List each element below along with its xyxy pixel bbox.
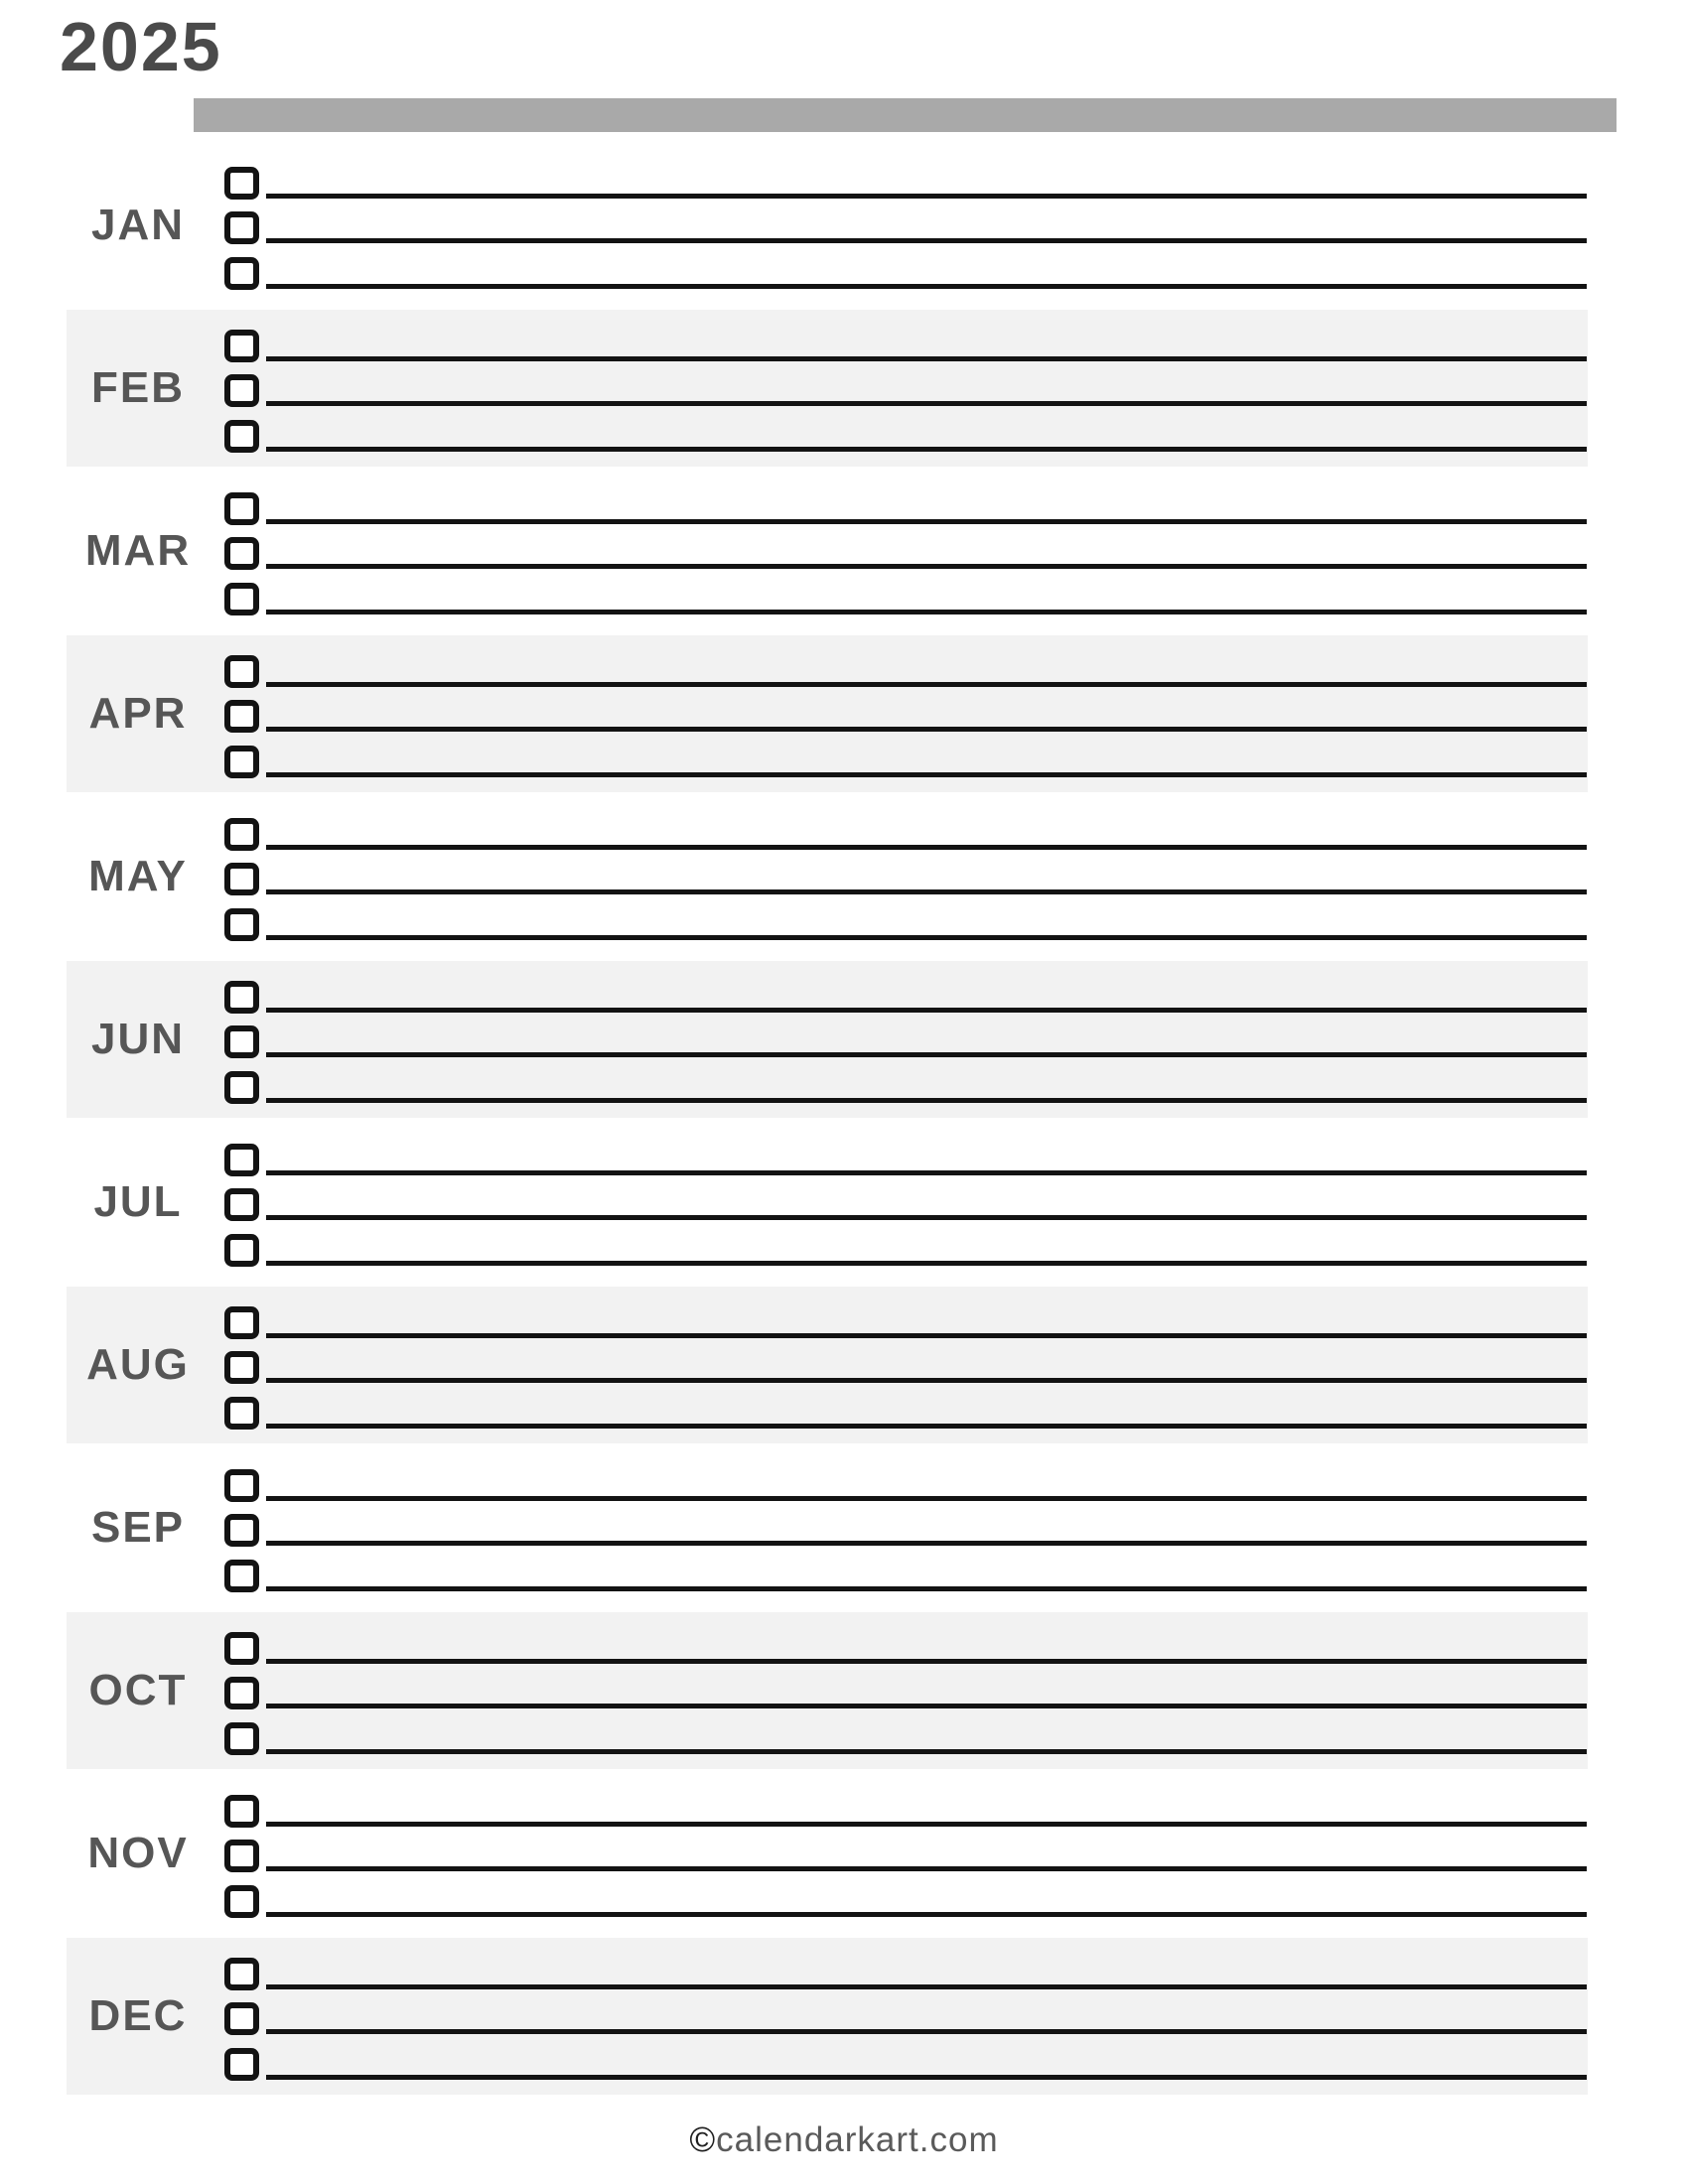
write-in-line (266, 401, 1587, 406)
checkbox[interactable] (224, 1351, 259, 1384)
write-in-line (266, 1749, 1587, 1754)
month-row (224, 1071, 1587, 1107)
month-row (224, 1188, 1587, 1224)
title-underline-bar (194, 98, 1617, 132)
month-row (224, 420, 1587, 456)
checkbox[interactable] (224, 981, 259, 1014)
month-section-apr (0, 635, 1688, 798)
month-row (224, 583, 1587, 618)
checkbox[interactable] (224, 1958, 259, 1990)
month-label: MAY (88, 852, 188, 900)
month-row (224, 818, 1587, 854)
month-label: JUN (90, 1015, 186, 1063)
month-row (224, 1677, 1587, 1712)
checkbox[interactable] (224, 1188, 259, 1221)
month-section-may (0, 798, 1688, 961)
month-section-jun (0, 961, 1688, 1124)
month-row (224, 167, 1587, 203)
month-label: MAR (84, 526, 192, 575)
write-in-line (266, 1008, 1587, 1013)
month-row (224, 374, 1587, 410)
month-row (224, 1514, 1587, 1550)
write-in-line (266, 519, 1587, 524)
month-row (224, 700, 1587, 736)
month-row (224, 1840, 1587, 1875)
write-in-line (266, 1659, 1587, 1664)
month-label: NOV (87, 1829, 189, 1877)
write-in-line (266, 447, 1587, 452)
month-section-dec (0, 1938, 1688, 2101)
copyright-icon: © (689, 2120, 717, 2159)
write-in-line (266, 682, 1587, 687)
month-row (224, 1885, 1587, 1921)
write-in-line (266, 610, 1587, 614)
month-row (224, 1958, 1587, 1993)
month-row (224, 2002, 1587, 2038)
checkbox[interactable] (224, 1885, 259, 1918)
write-in-line (266, 1378, 1587, 1383)
footer-site-name: calendarkart.com (716, 2120, 999, 2159)
month-row (224, 1722, 1587, 1758)
month-row (224, 1397, 1587, 1433)
checkbox[interactable] (224, 655, 259, 688)
checkbox[interactable] (224, 746, 259, 778)
write-in-line (266, 889, 1587, 894)
month-row (224, 863, 1587, 898)
month-section-sep (0, 1449, 1688, 1612)
month-label: APR (88, 689, 188, 738)
write-in-line (266, 1098, 1587, 1103)
month-row (224, 1351, 1587, 1387)
month-label: FEB (91, 363, 185, 412)
checkbox[interactable] (224, 1677, 259, 1709)
month-section-feb (0, 310, 1688, 473)
checkbox[interactable] (224, 211, 259, 244)
write-in-line (266, 1822, 1587, 1827)
write-in-line (266, 772, 1587, 777)
write-in-line (266, 1333, 1587, 1338)
checkbox[interactable] (224, 2002, 259, 2035)
checkbox[interactable] (224, 1234, 259, 1267)
month-row (224, 492, 1587, 528)
month-label: AUG (86, 1340, 190, 1389)
month-row (224, 908, 1587, 944)
write-in-line (266, 238, 1587, 243)
checkbox[interactable] (224, 1795, 259, 1828)
checkbox[interactable] (224, 1306, 259, 1339)
month-label: DEC (88, 1991, 188, 2040)
write-in-line (266, 1424, 1587, 1429)
checkbox[interactable] (224, 537, 259, 570)
month-section-jan (0, 147, 1688, 310)
checkbox[interactable] (224, 1025, 259, 1058)
checkbox[interactable] (224, 492, 259, 525)
month-row (224, 1306, 1587, 1342)
year-title: 2025 (60, 8, 222, 85)
month-row (224, 1234, 1587, 1270)
checkbox[interactable] (224, 1632, 259, 1665)
write-in-line (266, 1866, 1587, 1871)
write-in-line (266, 194, 1587, 199)
checkbox[interactable] (224, 1514, 259, 1547)
month-section-aug (0, 1287, 1688, 1449)
checkbox[interactable] (224, 583, 259, 615)
month-row (224, 1795, 1587, 1831)
month-row (224, 981, 1587, 1017)
month-section-mar (0, 473, 1688, 635)
month-section-jul (0, 1124, 1688, 1287)
month-row (224, 537, 1587, 573)
month-row (224, 2048, 1587, 2084)
checkbox[interactable] (224, 2048, 259, 2081)
month-row (224, 655, 1587, 691)
checkbox[interactable] (224, 863, 259, 895)
write-in-line (266, 284, 1587, 289)
write-in-line (266, 1215, 1587, 1220)
checkbox[interactable] (224, 700, 259, 733)
write-in-line (266, 1704, 1587, 1708)
checkbox[interactable] (224, 908, 259, 941)
checkbox[interactable] (224, 374, 259, 407)
checkbox[interactable] (224, 1469, 259, 1502)
footer-credit (0, 2120, 1688, 2160)
checkbox[interactable] (224, 1397, 259, 1430)
month-label: SEP (90, 1503, 186, 1552)
write-in-line (266, 1170, 1587, 1175)
month-label: OCT (88, 1666, 188, 1714)
month-section-oct (0, 1612, 1688, 1775)
write-in-line (266, 845, 1587, 850)
month-row (224, 330, 1587, 365)
months-list (0, 147, 1688, 2101)
write-in-line (266, 564, 1587, 569)
checkbox[interactable] (224, 1071, 259, 1104)
checkbox[interactable] (224, 1144, 259, 1176)
checkbox[interactable] (224, 1560, 259, 1592)
month-row (224, 211, 1587, 247)
write-in-line (266, 1586, 1587, 1591)
checkbox[interactable] (224, 1722, 259, 1755)
month-label: JUL (93, 1177, 183, 1226)
write-in-line (266, 935, 1587, 940)
write-in-line (266, 1052, 1587, 1057)
write-in-line (266, 1261, 1587, 1266)
write-in-line (266, 1912, 1587, 1917)
checkbox[interactable] (224, 330, 259, 362)
write-in-line (266, 1541, 1587, 1546)
write-in-line (266, 2029, 1587, 2034)
write-in-line (266, 1984, 1587, 1989)
month-row (224, 1560, 1587, 1595)
write-in-line (266, 356, 1587, 361)
month-row (224, 257, 1587, 293)
month-row (224, 1632, 1587, 1668)
checkbox[interactable] (224, 818, 259, 851)
checkbox[interactable] (224, 167, 259, 200)
month-section-nov (0, 1775, 1688, 1938)
month-row (224, 746, 1587, 781)
write-in-line (266, 2075, 1587, 2080)
checkbox[interactable] (224, 257, 259, 290)
month-row (224, 1469, 1587, 1505)
month-label: JAN (90, 201, 186, 249)
checkbox[interactable] (224, 420, 259, 453)
month-row (224, 1144, 1587, 1179)
month-row (224, 1025, 1587, 1061)
write-in-line (266, 1496, 1587, 1501)
write-in-line (266, 727, 1587, 732)
checkbox[interactable] (224, 1840, 259, 1872)
